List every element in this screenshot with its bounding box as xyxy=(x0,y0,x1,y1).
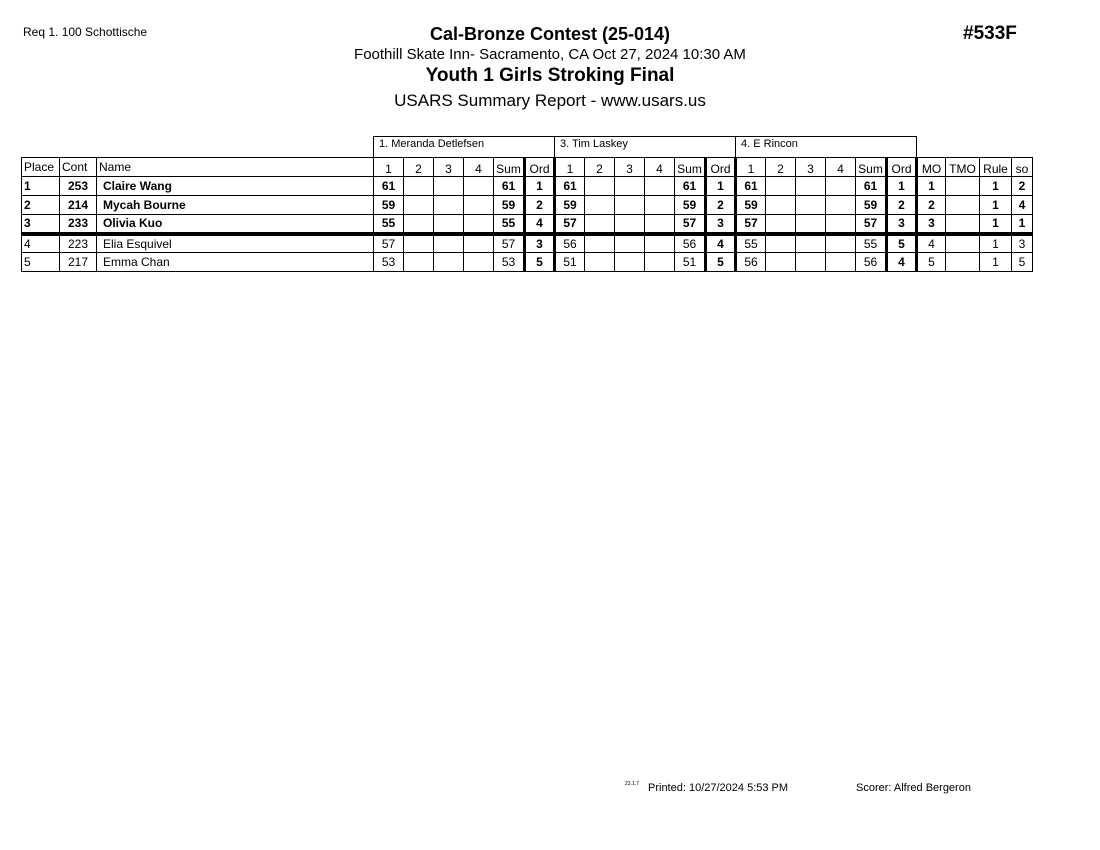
table-row xyxy=(22,215,1033,234)
mo-cell: 2 xyxy=(917,196,946,215)
so-cell: 4 xyxy=(1012,196,1033,215)
score-cell-empty xyxy=(404,253,434,272)
tmo-cell xyxy=(946,234,980,253)
score-cell-empty xyxy=(826,253,856,272)
cont-cell: 233 xyxy=(60,215,97,234)
sum-cell: 56 xyxy=(675,234,706,253)
col-judge3-3: 3 xyxy=(796,158,826,177)
sum-cell: 57 xyxy=(675,215,706,234)
so-cell: 5 xyxy=(1012,253,1033,272)
score-cell: 56 xyxy=(555,234,585,253)
col-judge3-2: 2 xyxy=(766,158,796,177)
score-cell-empty xyxy=(585,215,615,234)
score-cell-empty xyxy=(766,234,796,253)
score-cell-empty xyxy=(645,234,675,253)
sum-cell: 59 xyxy=(856,196,887,215)
sum-cell: 56 xyxy=(856,253,887,272)
col-judge1-ord: Ord xyxy=(525,158,555,177)
score-cell-empty xyxy=(585,253,615,272)
printed-timestamp: Printed: 10/27/2024 5:53 PM xyxy=(648,782,789,794)
score-cell-empty xyxy=(796,196,826,215)
cont-cell: 217 xyxy=(60,253,97,272)
col-judge1-3: 3 xyxy=(434,158,464,177)
score-cell: 59 xyxy=(374,196,404,215)
score-cell: 55 xyxy=(736,234,766,253)
score-cell-empty xyxy=(585,234,615,253)
col-so: so xyxy=(1012,158,1033,177)
tmo-cell xyxy=(946,196,980,215)
col-judge2-3: 3 xyxy=(615,158,645,177)
col-judge2-1: 1 xyxy=(555,158,585,177)
score-cell-empty xyxy=(826,215,856,234)
so-cell: 1 xyxy=(1012,215,1033,234)
mo-cell: 3 xyxy=(917,215,946,234)
score-cell-empty xyxy=(404,234,434,253)
event-title: Youth 1 Girls Stroking Final xyxy=(425,65,675,86)
score-cell-empty xyxy=(615,253,645,272)
score-cell-empty xyxy=(615,177,645,196)
tmo-cell xyxy=(946,253,980,272)
score-cell-empty xyxy=(826,177,856,196)
ordinal-cell: 1 xyxy=(887,177,917,196)
sum-cell: 57 xyxy=(494,234,525,253)
col-cont: Cont xyxy=(60,158,97,177)
footer-version-mark: 23.1.7 xyxy=(625,781,639,787)
score-cell: 61 xyxy=(555,177,585,196)
col-name: Name xyxy=(97,158,374,177)
ordinal-cell: 3 xyxy=(706,215,736,234)
score-cell: 59 xyxy=(736,196,766,215)
rule-cell: 1 xyxy=(980,234,1012,253)
score-cell-empty xyxy=(766,215,796,234)
sum-cell: 55 xyxy=(856,234,887,253)
contest-title: Cal-Bronze Contest (25-014) xyxy=(429,24,671,44)
col-judge1-2: 2 xyxy=(404,158,434,177)
score-cell-empty xyxy=(464,215,494,234)
column-header-row xyxy=(22,158,1033,177)
sum-cell: 55 xyxy=(494,215,525,234)
judge-header-row xyxy=(22,137,1033,158)
results-table xyxy=(21,136,1033,272)
score-cell-empty xyxy=(615,196,645,215)
so-cell: 2 xyxy=(1012,177,1033,196)
tmo-cell xyxy=(946,177,980,196)
rule-cell: 1 xyxy=(980,215,1012,234)
score-cell-empty xyxy=(464,253,494,272)
sum-cell: 61 xyxy=(494,177,525,196)
score-cell-empty xyxy=(796,253,826,272)
ordinal-cell: 1 xyxy=(706,177,736,196)
judge-2-name: 3. Tim Laskey xyxy=(555,137,736,158)
ordinal-cell: 3 xyxy=(887,215,917,234)
event-number: #533F xyxy=(963,23,1017,44)
score-cell-empty xyxy=(404,196,434,215)
rule-cell: 1 xyxy=(980,196,1012,215)
mo-cell: 5 xyxy=(917,253,946,272)
score-cell-empty xyxy=(766,253,796,272)
sum-cell: 57 xyxy=(856,215,887,234)
score-cell: 61 xyxy=(374,177,404,196)
rule-cell: 1 xyxy=(980,177,1012,196)
requirement-label: Req 1. 100 Schottische xyxy=(23,25,148,39)
ordinal-cell: 2 xyxy=(525,196,555,215)
score-cell: 57 xyxy=(555,215,585,234)
score-cell-empty xyxy=(464,234,494,253)
rule-cell: 1 xyxy=(980,253,1012,272)
col-judge1-1: 1 xyxy=(374,158,404,177)
col-judge1-4: 4 xyxy=(464,158,494,177)
sum-cell: 53 xyxy=(494,253,525,272)
ordinal-cell: 5 xyxy=(706,253,736,272)
ordinal-cell: 5 xyxy=(887,234,917,253)
score-cell-empty xyxy=(796,234,826,253)
sum-cell: 51 xyxy=(675,253,706,272)
score-cell-empty xyxy=(464,196,494,215)
sum-cell: 61 xyxy=(856,177,887,196)
score-cell-empty xyxy=(826,196,856,215)
ordinal-cell: 2 xyxy=(706,196,736,215)
col-mo: MO xyxy=(917,158,946,177)
ordinal-cell: 4 xyxy=(525,215,555,234)
ordinal-cell: 5 xyxy=(525,253,555,272)
ordinal-cell: 3 xyxy=(525,234,555,253)
col-judge3-4: 4 xyxy=(826,158,856,177)
score-cell-empty xyxy=(615,215,645,234)
score-cell-empty xyxy=(826,234,856,253)
score-cell: 59 xyxy=(555,196,585,215)
score-cell: 57 xyxy=(736,215,766,234)
score-cell-empty xyxy=(645,215,675,234)
place-cell: 2 xyxy=(22,196,60,215)
sum-cell: 59 xyxy=(494,196,525,215)
place-cell: 3 xyxy=(22,215,60,234)
place-cell: 4 xyxy=(22,234,60,253)
score-cell-empty xyxy=(645,196,675,215)
score-cell-empty xyxy=(766,177,796,196)
score-cell-empty xyxy=(404,177,434,196)
table-row xyxy=(22,253,1033,272)
score-cell: 53 xyxy=(374,253,404,272)
name-cell: Claire Wang xyxy=(97,177,374,196)
col-judge2-2: 2 xyxy=(585,158,615,177)
name-cell: Mycah Bourne xyxy=(97,196,374,215)
score-cell-empty xyxy=(464,177,494,196)
ordinal-cell: 2 xyxy=(887,196,917,215)
judge-1-name: 1. Meranda Detlefsen xyxy=(374,137,555,158)
table-row xyxy=(22,234,1033,253)
score-cell-empty xyxy=(585,196,615,215)
cont-cell: 223 xyxy=(60,234,97,253)
score-cell: 61 xyxy=(736,177,766,196)
score-cell-empty xyxy=(796,215,826,234)
location-line: Foothill Skate Inn- Sacramento, CA Oct 27, 2024 10:30 AM xyxy=(354,46,746,63)
cont-cell: 253 xyxy=(60,177,97,196)
mo-cell: 4 xyxy=(917,234,946,253)
col-rule: Rule xyxy=(980,158,1012,177)
col-place: Place xyxy=(22,158,60,177)
name-cell: Olivia Kuo xyxy=(97,215,374,234)
sum-cell: 59 xyxy=(675,196,706,215)
col-judge3-1: 1 xyxy=(736,158,766,177)
score-cell-empty xyxy=(434,215,464,234)
place-cell: 5 xyxy=(22,253,60,272)
col-judge3-ord: Ord xyxy=(887,158,917,177)
score-cell-empty xyxy=(434,253,464,272)
score-cell-empty xyxy=(434,234,464,253)
score-cell-empty xyxy=(434,177,464,196)
score-cell: 56 xyxy=(736,253,766,272)
col-tmo: TMO xyxy=(946,158,980,177)
ordinal-cell: 4 xyxy=(887,253,917,272)
table-row xyxy=(22,196,1033,215)
name-cell: Emma Chan xyxy=(97,253,374,272)
col-judge2-4: 4 xyxy=(645,158,675,177)
score-cell-empty xyxy=(645,177,675,196)
name-cell: Elia Esquivel xyxy=(97,234,374,253)
score-cell-empty xyxy=(615,234,645,253)
place-cell: 1 xyxy=(22,177,60,196)
col-judge2-sum: Sum xyxy=(675,158,706,177)
score-cell-empty xyxy=(434,196,464,215)
col-judge3-sum: Sum xyxy=(856,158,887,177)
tmo-cell xyxy=(946,215,980,234)
cont-cell: 214 xyxy=(60,196,97,215)
score-cell-empty xyxy=(796,177,826,196)
table-row xyxy=(22,177,1033,196)
score-cell-empty xyxy=(766,196,796,215)
ordinal-cell: 1 xyxy=(525,177,555,196)
col-judge2-ord: Ord xyxy=(706,158,736,177)
sum-cell: 61 xyxy=(675,177,706,196)
score-cell: 55 xyxy=(374,215,404,234)
report-subtitle: USARS Summary Report - www.usars.us xyxy=(394,91,706,110)
score-cell: 51 xyxy=(555,253,585,272)
score-cell-empty xyxy=(404,215,434,234)
score-cell-empty xyxy=(645,253,675,272)
score-cell: 57 xyxy=(374,234,404,253)
col-judge1-sum: Sum xyxy=(494,158,525,177)
score-cell-empty xyxy=(585,177,615,196)
mo-cell: 1 xyxy=(917,177,946,196)
so-cell: 3 xyxy=(1012,234,1033,253)
judge-3-name: 4. E Rincon xyxy=(736,137,917,158)
ordinal-cell: 4 xyxy=(706,234,736,253)
scorer-name: Scorer: Alfred Bergeron xyxy=(856,782,971,794)
